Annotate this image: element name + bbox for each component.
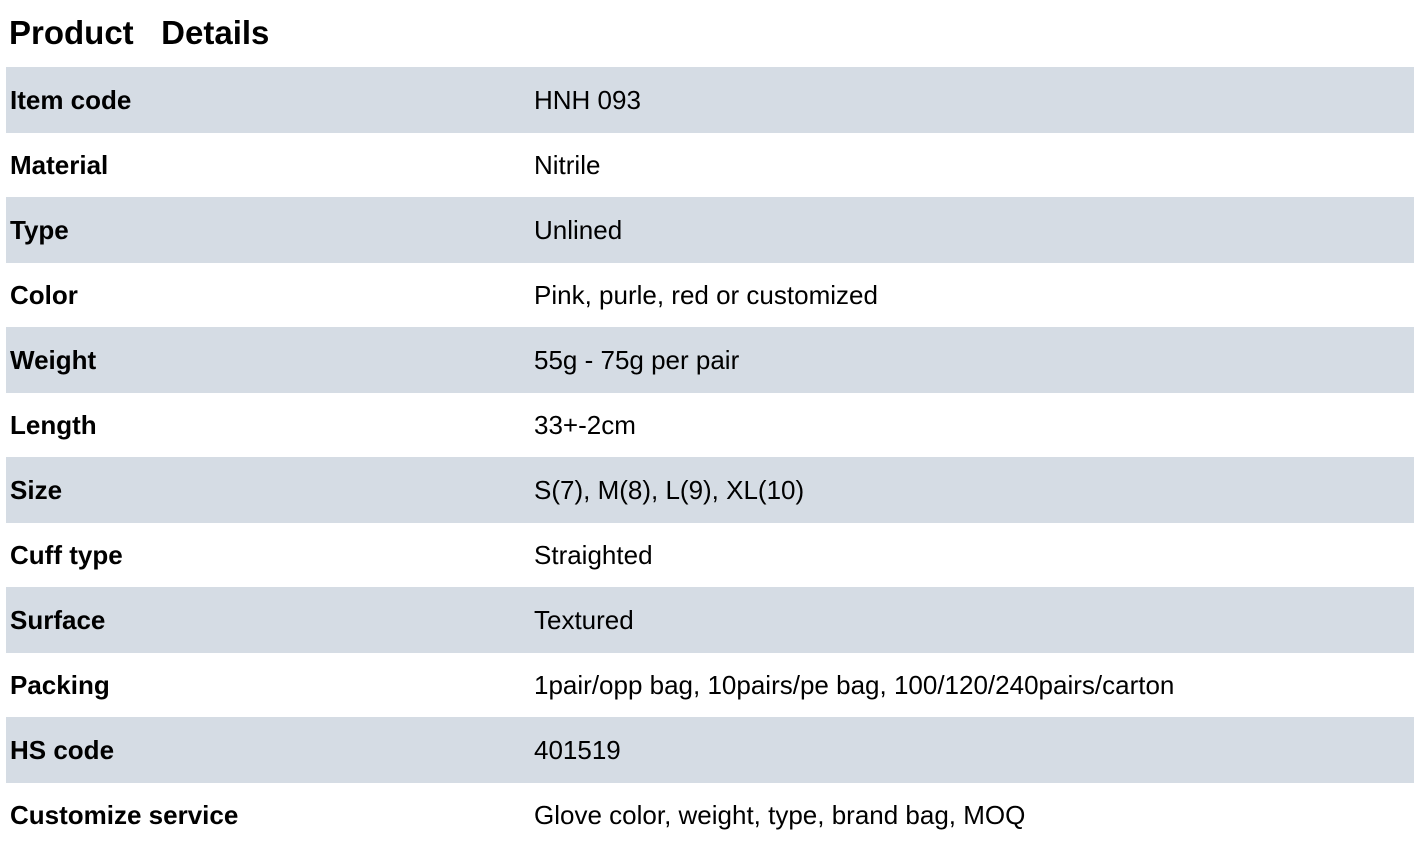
row-label: Surface	[10, 604, 106, 635]
row-label: Type	[10, 214, 69, 245]
table-row-surface	[6, 587, 1414, 653]
table-row-hs-code	[6, 717, 1414, 783]
row-value: Nitrile	[534, 149, 601, 180]
row-label: Cuff type	[10, 539, 123, 570]
row-label: Color	[10, 279, 78, 310]
row-value: Unlined	[534, 214, 623, 245]
table-row-weight	[6, 327, 1414, 393]
row-label: Length	[10, 409, 97, 440]
row-value: S(7), M(8), L(9), XL(10)	[534, 474, 805, 505]
row-value: 33+-2cm	[534, 409, 636, 440]
row-value: HNH 093	[534, 84, 641, 115]
row-value: 55g - 75g per pair	[534, 344, 740, 375]
row-label: Size	[10, 474, 63, 505]
table-row-item-code	[6, 67, 1414, 133]
table-row-size	[6, 457, 1414, 523]
row-label: Packing	[10, 669, 110, 700]
row-label: Item code	[10, 84, 132, 115]
table-row-color	[6, 263, 1414, 327]
row-label: HS code	[10, 734, 115, 765]
row-value: 401519	[534, 734, 621, 765]
row-label: Weight	[10, 344, 97, 375]
table-row-material	[6, 133, 1414, 197]
page-title: Product Details	[9, 14, 270, 51]
table-row-type	[6, 197, 1414, 263]
row-value: Pink, purle, red or customized	[534, 279, 878, 310]
row-value: Textured	[534, 604, 634, 635]
row-label: Customize service	[10, 799, 239, 830]
row-value: 1pair/opp bag, 10pairs/pe bag, 100/120/240pairs/carton	[534, 669, 1175, 700]
row-value: Straighted	[534, 539, 653, 570]
row-value: Glove color, weight, type, brand bag, MOQ	[534, 799, 1026, 830]
table-row-packing	[6, 653, 1414, 717]
product-details-table	[6, 67, 1414, 847]
table-row-length	[6, 393, 1414, 457]
table-row-cuff-type	[6, 523, 1414, 587]
table-row-customize-service	[6, 783, 1414, 847]
row-label: Material	[10, 149, 109, 180]
